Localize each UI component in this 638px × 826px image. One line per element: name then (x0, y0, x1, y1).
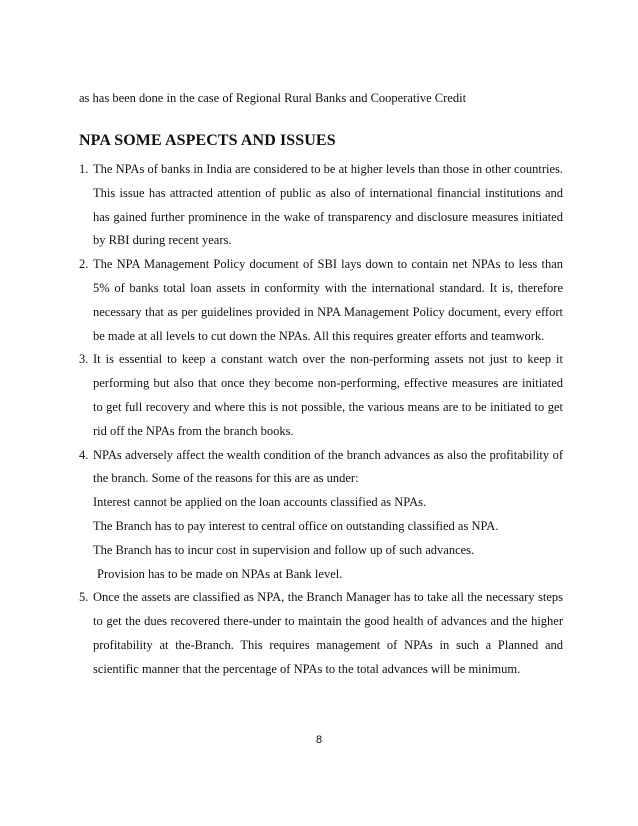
numbered-list (79, 158, 563, 682)
list-item-number: 4. (79, 447, 89, 462)
section-heading: NPA SOME ASPECTS AND ISSUES (79, 132, 336, 149)
reason-line: Provision has to be made on NPAs at Bank level. (97, 566, 343, 581)
intro-line: as has been done in the case of Regional Rural Banks and Cooperative Credit (79, 91, 467, 105)
list-item-text: The NPA Management Policy document of SBI lays down to contain net NPAs to less than 5% of banks total loan assets in conformity with the international standard. It is, therefore necessary that as per guidelines provided in NPA Management Policy document, every effort be made at all levels to cut down the NPAs. All this requires greater efforts and teamwork. (93, 257, 563, 343)
list-item-1 (79, 158, 563, 253)
list-item-text: It is essential to keep a constant watch over the non-performing assets not just to keep it performing but also that once they become non-performing, effective measures are initiated to get full recovery and where this is not possible, the various means are to be initiated to get rid off the NPAs from the branch books. (93, 352, 563, 438)
page-number: 8 (315, 734, 323, 746)
list-item-4 (79, 444, 563, 492)
list-item-number: 3. (79, 352, 89, 367)
list-item-2 (79, 253, 563, 348)
list-item-3 (79, 348, 563, 443)
reason-line: Interest cannot be applied on the loan accounts classified as NPAs. (93, 495, 427, 510)
list-item-number: 5. (79, 590, 89, 605)
list-item-text: Once the assets are classified as NPA, the Branch Manager has to take all the necessary steps to get the dues recovered there-under to maintain the good health of advances and the higher profitability at the-Branch. This requires management of NPAs in such a Planned and scientific manner that the percentage of NPAs to the total advances will be minimum. (93, 590, 563, 676)
reason-line: The Branch has to incur cost in supervision and follow up of such advances. (93, 542, 475, 557)
list-item-number: 2. (79, 257, 89, 272)
list-item-text: The NPAs of banks in India are considered to be at higher levels than those in other countries. This issue has attracted attention of public as also of international financial institutions and has gained further prominence in the wake of transparency and disclosure measures initiated by RBI during recent years. (93, 162, 563, 248)
list-item-text: NPAs adversely affect the wealth condition of the branch advances as also the profitability of the branch. Some of the reasons for this are as under: (93, 447, 563, 486)
reason-line: The Branch has to pay interest to central office on outstanding classified as NPA. (93, 518, 499, 533)
list-item-5 (79, 586, 563, 681)
list-item-number: 1. (79, 162, 89, 176)
